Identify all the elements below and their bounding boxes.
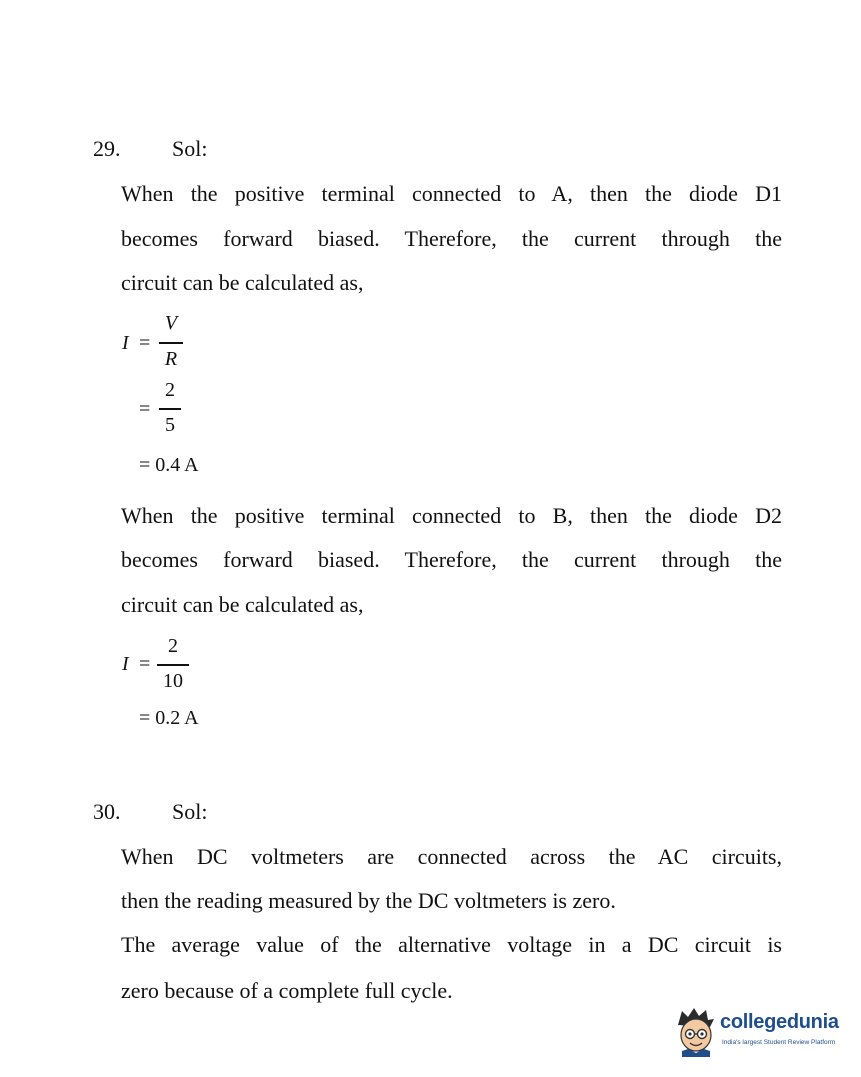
- q29-para2-line2: becomes forward biased. Therefore, the current through the: [121, 547, 782, 572]
- eq1-equals: =: [139, 332, 151, 354]
- q29-para2-line1: When the positive terminal connected to B, then the diode D2: [121, 503, 782, 528]
- eq1-f1-bar: [159, 342, 183, 344]
- eq2-numerator: 2: [168, 635, 178, 657]
- question-number-29: 29.: [93, 136, 121, 161]
- eq1-f2-bar: [159, 408, 181, 410]
- sol-label-30: Sol:: [172, 799, 208, 824]
- eq2-bar: [157, 664, 189, 666]
- q29-para1-line3: circuit can be calculated as,: [121, 270, 364, 295]
- eq1-result: = 0.4 A: [139, 454, 199, 476]
- mascot-icon: [672, 1005, 720, 1057]
- eq1-f1-numerator: V: [164, 312, 178, 334]
- q30-line4: zero because of a complete full cycle.: [121, 978, 453, 1003]
- q29-para1-line1: When the positive terminal connected to A, then the diode D1: [121, 181, 782, 206]
- eq2-result: = 0.2 A: [139, 707, 199, 729]
- eq1-lhs: I: [122, 332, 129, 354]
- eq1-fraction-2-over-5: [159, 379, 181, 441]
- eq2-equals: =: [139, 653, 151, 675]
- logo-wordmark: collegedunia: [720, 1011, 839, 1033]
- question-number-30: 30.: [93, 799, 121, 824]
- eq2-denominator: 10: [163, 670, 183, 692]
- collegedunia-logo: [672, 1005, 852, 1057]
- eq1-f1-denominator: R: [164, 348, 178, 370]
- q29-para1-line2: becomes forward biased. Therefore, the current through the: [121, 226, 782, 251]
- eq2-lhs: I: [122, 653, 129, 675]
- eq1-f2-numerator: 2: [165, 379, 175, 401]
- q30-line2: then the reading measured by the DC voltmeters is zero.: [121, 888, 616, 913]
- sol-label-29: Sol:: [172, 136, 208, 161]
- eq1-equals-2: =: [139, 398, 151, 420]
- eq2-fraction-2-over-10: [157, 635, 189, 697]
- eq1-f2-denominator: 5: [165, 414, 175, 436]
- q29-para2-line3: circuit can be calculated as,: [121, 592, 364, 617]
- logo-tagline: India's largest Student Review Platform: [722, 1039, 836, 1046]
- q30-line1: When DC voltmeters are connected across the AC circuits,: [121, 844, 782, 869]
- q30-line3: The average value of the alternative voltage in a DC circuit is: [121, 932, 782, 957]
- eq1-fraction-v-over-r: [159, 312, 183, 374]
